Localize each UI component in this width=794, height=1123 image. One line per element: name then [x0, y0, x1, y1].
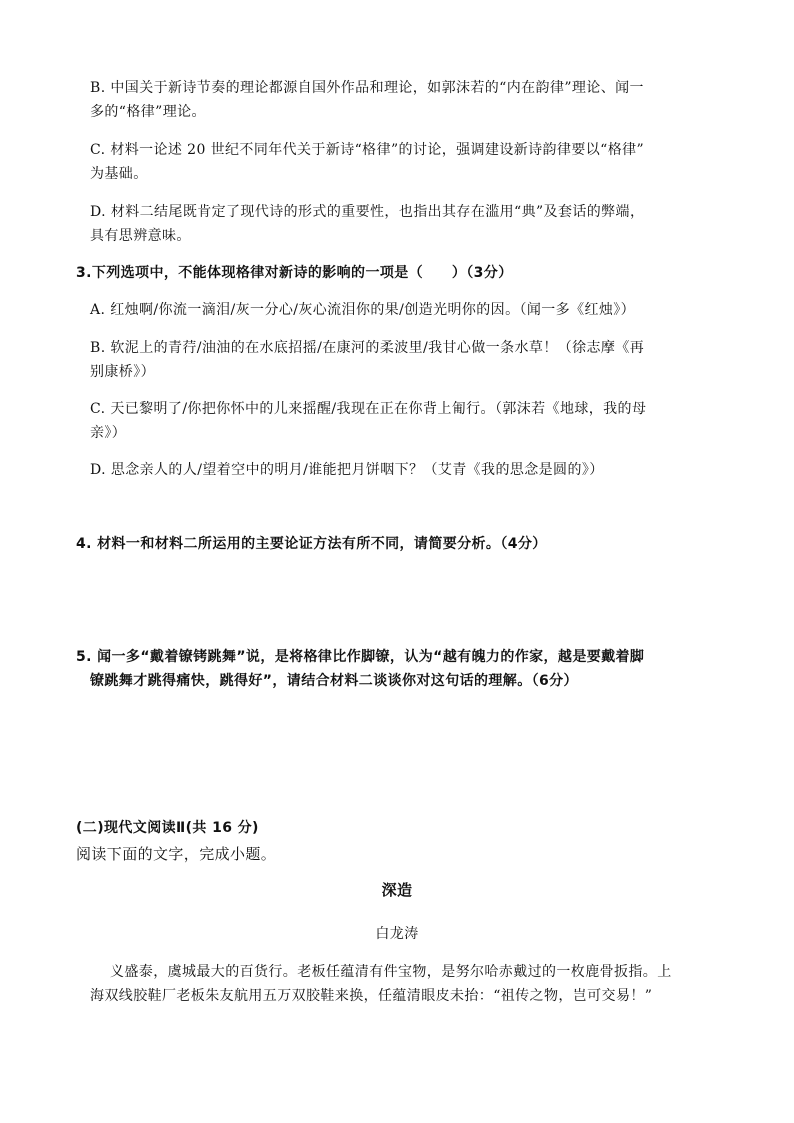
q2-option-d-line2: 具有思辨意味。 [90, 228, 191, 244]
q3-option-b-line2: 别康桥》） [90, 364, 155, 380]
q3-option-a: A. 红烛啊/你流一滴泪/灰一分心/灰心流泪你的果/创造光明你的因。（闻一多《红烛》） [90, 302, 636, 318]
q2-option-b-line1: B. 中国关于新诗节奏的理论都源自国外作品和理论，如郭沫若的“内在韵律”理论、闻一 [90, 80, 644, 96]
q2-option-c-line1: C. 材料一论述 20 世纪不同年代关于新诗“格律”的讨论，强调建设新诗韵律要以“格律” [90, 142, 645, 158]
story-paragraph-1-line1: 义盛泰，虞城最大的百货行。老板任蕴清有件宝物，是努尔哈赤戴过的一枚鹿骨扳指。上 [110, 964, 672, 980]
q3-option-c-line2: 亲》） [90, 425, 127, 441]
q4-stem: 4. 材料一和材料二所运用的主要论证方法有所不同，请简要分析。（4分） [76, 536, 547, 552]
q2-option-c-line2: 为基础。 [90, 166, 148, 182]
section-2-instruction: 阅读下面的文字，完成小题。 [76, 845, 277, 863]
section-2-title: (二)现代文阅读Ⅱ(共 16 分) [76, 820, 259, 836]
q2-option-d-line1: D. 材料二结尾既肯定了现代诗的形式的重要性，也指出其存在滥用“典”及套话的弊端， [90, 204, 645, 220]
q3-option-b-line1: B. 软泥上的青荇/油油的在水底招摇/在康河的柔波里/我甘心做一条水草！（徐志摩《再 [90, 340, 645, 356]
q2-option-b-line2: 多的“格律”理论。 [90, 104, 206, 120]
q5-stem-line1: 5. 闻一多“戴着镣铐跳舞”说，是将格律比作脚镣，认为“越有魄力的作家，越是要戴着脚 [76, 649, 645, 665]
q3-stem: 3.下列选项中，不能体现格律对新诗的影响的一项是（ ）（3分） [76, 265, 513, 281]
q5-stem-line2: 镣跳舞才跳得痛快，跳得好”，请结合材料二谈谈你对这句话的理解。（6分） [90, 673, 578, 689]
story-paragraph-1-line2: 海双线胶鞋厂老板朱友航用五万双胶鞋来换，任蕴清眼皮未抬：“祖传之物，岂可交易！” [90, 988, 653, 1004]
q3-option-d: D. 思念亲人的人/望着空中的明月/谁能把月饼咽下？（艾青《我的思念是圆的》） [90, 462, 604, 478]
story-author: 白龙涛 [375, 926, 419, 942]
story-title: 深造 [381, 881, 413, 899]
q3-option-c-line1: C. 天已黎明了/你把你怀中的儿来摇醒/我现在正在你背上匍行。（郭沫若《地球，我的母 [90, 401, 647, 417]
